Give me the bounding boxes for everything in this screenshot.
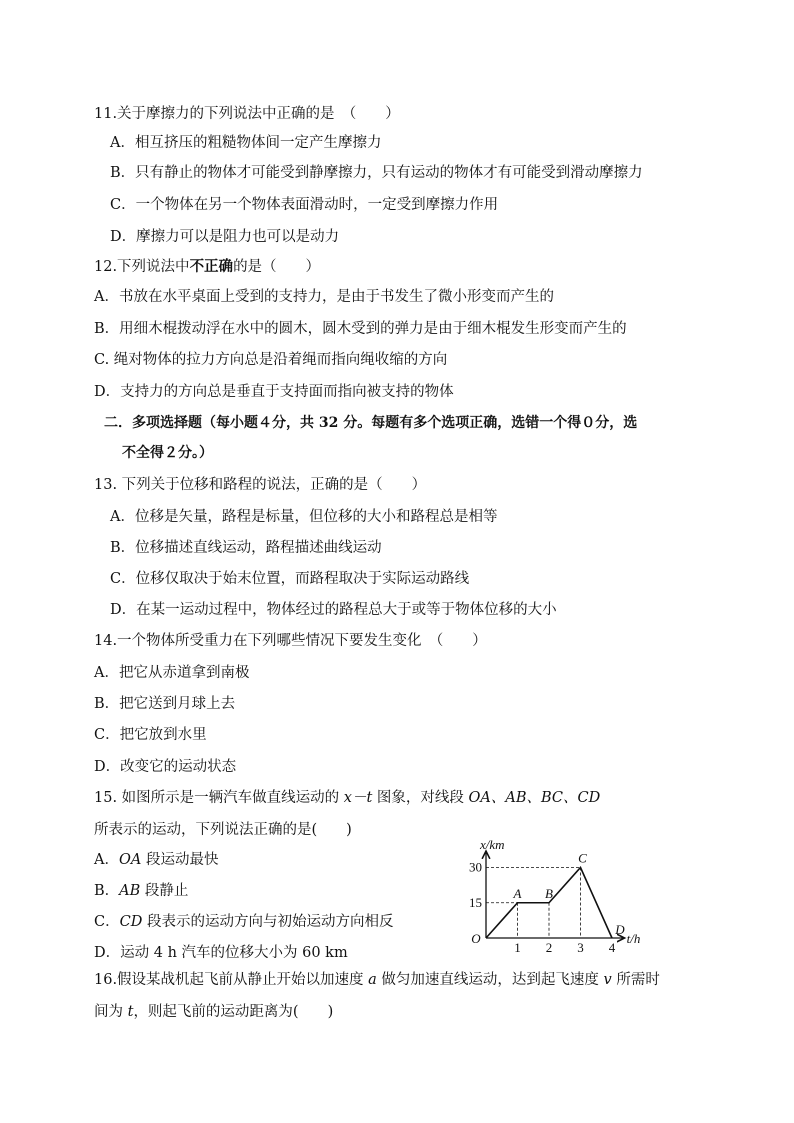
q12-stem-post: 的是（ ） [233, 259, 321, 275]
q12-option-c: C. 绳对物体的拉力方向总是沿着绳而指向绳收缩的方向 [94, 352, 448, 368]
x-tick-label-1: 1 [514, 940, 521, 953]
q15-stem-segments: OA、AB、BC、CD [468, 790, 601, 806]
x-tick-label-3: 3 [577, 940, 584, 953]
q15-option-b-seg: AB [119, 883, 141, 899]
q12-stem-pre: 12.下列说法中 [94, 259, 190, 275]
q11-option-b: B．只有静止的物体才可能受到静摩擦力，只有运动的物体才有可能受到滑动摩擦力 [110, 165, 643, 181]
q15-stem [94, 788, 600, 808]
q16-line1-c: 所需时 [611, 972, 660, 988]
q15-option-c [94, 912, 393, 932]
xt-series-line [486, 868, 612, 939]
q15-stem-xt: x－t [343, 790, 373, 806]
q16-line1 [94, 970, 660, 990]
xt-graph [460, 828, 650, 953]
q13-stem: 13. 下列关于位移和路程的说法，正确的是（ ） [94, 477, 427, 493]
q12-stem [94, 257, 320, 277]
q15-stem-line2: 所表示的运动，下列说法正确的是( ) [94, 822, 352, 838]
x-axis-label: t/h [626, 931, 641, 946]
q16-var-v: v [603, 972, 612, 988]
q15-option-c-seg: CD [119, 914, 143, 930]
q12-option-d: D．支持力的方向总是垂直于支持面而指向被支持的物体 [94, 384, 454, 400]
q11-option-a: A．相互挤压的粗糙物体间一定产生摩擦力 [110, 135, 382, 151]
q16-var-a: a [368, 972, 377, 988]
q13-option-c: C．位移仅取决于始末位置，而路程取决于实际运动路线 [110, 571, 470, 587]
q14-option-d: D．改变它的运动状态 [94, 759, 237, 775]
q15-option-d: D．运动 4 h 汽车的位移大小为 60 km [94, 945, 348, 961]
q14-option-a: A．把它从赤道拿到南极 [94, 665, 250, 681]
x-tick-label-4: 4 [608, 940, 616, 953]
y-tick-label-30: 30 [469, 859, 482, 875]
x-tick-label-2: 2 [545, 940, 553, 953]
q13-option-b: B．位移描述直线运动，路程描述曲线运动 [110, 540, 382, 556]
q12-stem-emphasis: 不正确 [189, 258, 234, 275]
q15-option-a-pre: A． [94, 852, 119, 868]
origin-label: O [471, 931, 481, 946]
q15-stem-a: 15. 如图所示是一辆汽车做直线运动的 [94, 790, 344, 806]
point-label-A: A [513, 885, 522, 901]
section2-heading-line2: 不全得２分。） [122, 445, 213, 461]
y-axis-label: x/km [480, 837, 505, 853]
q16-line1-b: 做匀加速直线运动，达到起飞速度 [376, 972, 604, 988]
q11-option-d: D．摩擦力可以是阻力也可以是动力 [110, 229, 340, 245]
q16-line2-a: 间为 [94, 1004, 128, 1020]
q14-option-b: B．把它送到月球上去 [94, 696, 236, 712]
q14-option-c: C．把它放到水里 [94, 727, 207, 743]
q15-option-b-post: 段静止 [140, 883, 189, 899]
y-tick-label-15: 15 [469, 894, 482, 910]
q13-option-d: D．在某一运动过程中，物体经过的路程总大于或等于物体位移的大小 [110, 602, 557, 618]
q15-option-b-pre: B． [94, 883, 120, 899]
point-label-D: D [615, 922, 625, 937]
point-label-B: B [545, 885, 553, 901]
q15-option-a [94, 850, 218, 870]
q12-option-b: B．用细木棍拨动浮在水中的圆木，圆木受到的弹力是由于细木棍发生形变而产生的 [94, 321, 627, 337]
q15-option-b [94, 881, 188, 901]
q13-option-a: A．位移是矢量，路程是标量，但位移的大小和路程总是相等 [110, 509, 498, 525]
q16-line1-a: 16.假设某战机起飞前从静止开始以加速度 [94, 972, 369, 988]
q15-option-a-post: 段运动最快 [141, 852, 219, 868]
q15-option-a-seg: OA [118, 852, 142, 868]
q11-stem: 11.关于摩擦力的下列说法中正确的是 （ ） [94, 106, 400, 122]
q12-option-a: A．书放在水平桌面上受到的支持力，是由于书发生了微小形变而产生的 [94, 289, 554, 305]
section2-heading-line1: 二．多项选择题（每小题４分，共 32 分。每题有多个选项正确，选错一个得０分，选 [104, 415, 638, 431]
q15-option-c-pre: C． [94, 914, 120, 930]
q16-line2 [94, 1002, 333, 1022]
point-label-C: C [578, 850, 587, 866]
q14-stem: 14.一个物体所受重力在下列哪些情况下要发生变化 （ ） [94, 633, 487, 649]
q15-option-c-post: 段表示的运动方向与初始运动方向相反 [142, 914, 394, 930]
q11-option-c: C．一个物体在另一个物体表面滑动时，一定受到摩擦力作用 [110, 197, 499, 213]
q16-var-t: t [127, 1004, 134, 1020]
q15-stem-b: 图象，对线段 [372, 790, 469, 806]
q16-line2-b: ，则起飞前的运动距离为( ) [133, 1004, 334, 1020]
